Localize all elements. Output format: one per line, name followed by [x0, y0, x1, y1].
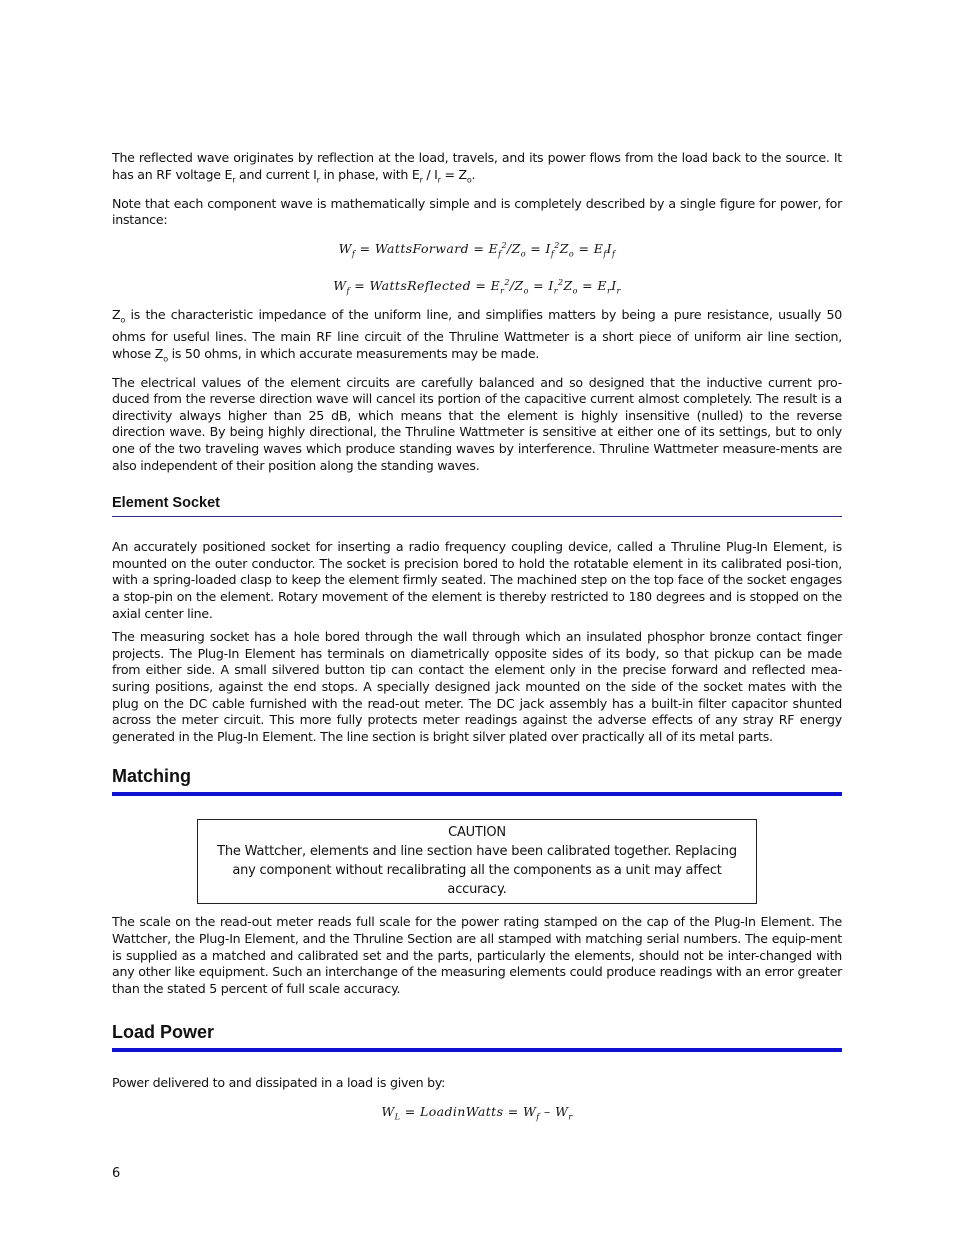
- eq-sub: f: [550, 249, 555, 259]
- eq-sub: f: [498, 249, 502, 259]
- eq-term: = E: [577, 277, 607, 293]
- text: = Z: [440, 166, 467, 182]
- eq-sub: r: [500, 286, 505, 296]
- text: The reflected wave originates by reflection at the load, travels, and its power flows from the load back to the source. It has an RF voltage E: [112, 150, 842, 182]
- text: and current I: [235, 166, 317, 182]
- subscript: r: [437, 175, 441, 185]
- eq-term: = I: [528, 277, 554, 293]
- eq-sub: o: [520, 249, 526, 259]
- eq-sup: 2: [554, 240, 560, 250]
- eq-term: Z: [563, 277, 573, 293]
- paragraph-reflected-wave: [112, 150, 842, 189]
- eq-sub: r: [553, 286, 558, 296]
- eq-term: W: [338, 240, 352, 256]
- subscript: r: [419, 175, 423, 185]
- eq-sup: 2: [558, 277, 564, 287]
- eq-sup: 2: [504, 277, 510, 287]
- equation-load-power: [112, 1099, 842, 1125]
- subscript: r: [316, 175, 320, 185]
- subscript: o: [163, 354, 168, 364]
- paragraph-directivity: The electrical values of the element circuits are carefully balanced and so designed that the inductive current pro-duced from the reverse direction wave will cancel its portion of the capacitive current almost completely. The result is a directivity always higher than 25 dB, which means that the element is highly insensitive (nulled) to the reverse direction wave. By being highly directional, the Thruline Wattmeter is sensitive at either one of its settings, but to only one of the two traveling waves which produce standing waves by interference. Thruline Wattmeter measure-ments are also independent of their position along the standing waves.: [112, 374, 842, 473]
- paragraph-socket-description: An accurately positioned socket for inserting a radio frequency coupling device, called a Thruline Plug-In Element, is mounted on the outer conductor. The socket is precision bored to hold the rotatable element in its calibrated posi-tion, with a spring-loaded clasp to keep the element firmly seated. The machined step on the top face of the socket engages a stop-pin on the element. Rotary movement of the element is thereby restricted to 180 degrees and is stopped on the axial center line.: [112, 539, 842, 621]
- eq-sub: f: [536, 1112, 540, 1122]
- subscript: o: [466, 175, 472, 185]
- eq-sub: L: [394, 1112, 401, 1122]
- eq-term: I: [611, 277, 617, 293]
- eq-term: = WattsForward = E: [355, 240, 499, 256]
- eq-term: = WattsReflected = E: [349, 277, 501, 293]
- section-rule: [112, 792, 842, 796]
- eq-sub: f: [603, 249, 607, 259]
- text: is the characteristic impedance of the uniform line, and simplifies matters by being a pure resistance, usually 50 ohms for useful lines. The main RF line circuit of the Thruline Wattmeter is a short piece of uniform air line section, whose Z: [112, 306, 842, 361]
- paragraph-component-wave: Note that each component wave is mathematically simple and is completely described by a single figure for power, for instance:: [112, 195, 842, 228]
- text: .: [471, 166, 476, 182]
- eq-sub: f: [611, 249, 616, 259]
- section-rule: [112, 1048, 842, 1052]
- eq-sub: o: [572, 286, 578, 296]
- eq-term: /Z: [509, 277, 524, 293]
- eq-sub: o: [523, 286, 529, 296]
- equation-watts-forward: [112, 236, 842, 262]
- eq-term: = LoadinWatts = W: [400, 1103, 537, 1119]
- caution-title: CAUTION: [448, 825, 506, 841]
- eq-term: /Z: [507, 240, 521, 256]
- eq-term: W: [333, 277, 347, 293]
- eq-sub: r: [606, 286, 612, 296]
- eq-sub: f: [346, 286, 350, 296]
- heading-element-socket: Element Socket: [112, 495, 220, 512]
- subscript: r: [232, 175, 236, 185]
- subsection-rule: [112, 516, 842, 517]
- equation-watts-reflected: [112, 273, 842, 299]
- eq-term: = E: [574, 240, 604, 256]
- paragraph-characteristic-impedance: [112, 307, 842, 368]
- eq-term: – W: [539, 1103, 569, 1119]
- caution-box: [197, 819, 757, 904]
- eq-sup: 2: [501, 240, 508, 250]
- heading-matching: Matching: [112, 766, 191, 787]
- eq-sub: f: [351, 249, 356, 259]
- eq-term: I: [606, 240, 612, 256]
- text: in phase, with E: [319, 166, 420, 182]
- heading-load-power: Load Power: [112, 1022, 215, 1043]
- caution-text: The Wattcher, elements and line section have been calibrated together. Replacing any component without recalibrating all the components as a unit may affect accuracy.: [217, 844, 737, 898]
- page-number: 6: [112, 1166, 121, 1181]
- paragraph-matching: The scale on the read-out meter reads full scale for the power rating stamped on the cap of the Plug-In Element. The Wattcher, the Plug-In Element, and the Thruline Section are all stamped with matching serial numbers. The equip-ment is supplied as a matched and calibrated set and the parts, particularly the elements, should not be inter-changed with any other like equipment. Such an interchange of the measuring elements could produce readings with an error greater than the stated 5 percent of full scale accuracy.: [112, 914, 842, 996]
- paragraph-measuring-socket: The measuring socket has a hole bored through the wall through which an insulated phosphor bronze contact finger projects. The Plug-In Element has terminals on diametrically opposite sides of its body, so that pickup can be made from either side. A small silvered button tip can contact the element only in the precise forward and reflected mea-suring positions, against the end stops. A specially designed jack mounted on the side of the socket mates with the plug on the DC cable furnished with the read-out meter. The DC jack assembly has a built-in filter capacitor shunted across the meter circuit. This more fully protects meter readings against the adverse effects of any stray RF energy generated in the Plug-In Element. The line section is bright silver plated over practically all of its metal parts.: [112, 629, 842, 744]
- eq-sub: r: [568, 1112, 573, 1122]
- eq-term: Z: [559, 240, 569, 256]
- eq-term: W: [381, 1103, 395, 1119]
- text: is 50 ohms, in which accurate measurements may be made.: [167, 345, 540, 361]
- page-content: [112, 150, 842, 1125]
- eq-sub: r: [616, 286, 621, 296]
- paragraph-load-power: Power delivered to and dissipated in a load is given by:: [112, 1075, 446, 1091]
- text: Z: [112, 306, 121, 322]
- text: / I: [422, 166, 438, 182]
- eq-term: = I: [525, 240, 551, 256]
- eq-sub: o: [568, 249, 575, 259]
- subscript: o: [120, 315, 126, 325]
